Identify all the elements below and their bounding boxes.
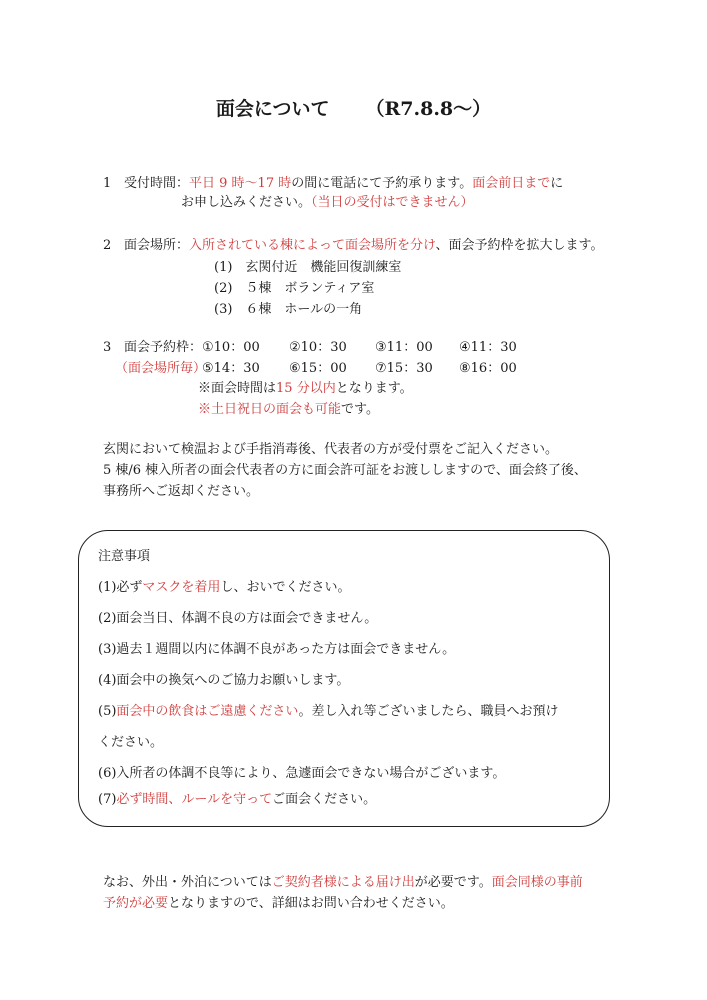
footer-line-2 [103, 896, 454, 912]
section-1-label: 受付時間： [124, 176, 190, 191]
paragraph-line-3: 事務所へご返却ください。 [103, 484, 260, 499]
notice-item-5-b: 面会中の飲食はご遠慮ください [116, 704, 299, 719]
notice-item-1 [98, 580, 350, 596]
notice-item-6: (6)入所者の体調不良等により、急遽面会できない場合がございます。 [98, 766, 506, 781]
note-2-b: です。 [341, 402, 379, 417]
place-item-1: (1) 玄関付近 機能回復訓練室 [214, 260, 402, 275]
section-1-deadline: 面会前日まで [472, 176, 551, 191]
section-1-mid: の間に電話にて予約承ります。 [291, 176, 473, 191]
notice-item-2: (2)面会当日、体調不良の方は面会できません。 [98, 611, 378, 626]
section-2-highlight: 入所されている棟によって面会場所を分け [189, 238, 436, 253]
slot-6: ⑥15：00 [289, 361, 347, 376]
notice-item-3: (3)過去１週間以内に体調不良があった方は面会できません。 [98, 642, 456, 657]
title-date: （R7.8.8～） [365, 98, 492, 120]
title-text: 面会について [215, 98, 330, 120]
notice-item-4: (4)面会中の換気へのご協力お願いします。 [98, 673, 350, 688]
slot-5: ⑤14：30 [202, 361, 260, 376]
footer-2-b: となりますので、詳細はお問い合わせください。 [168, 896, 454, 911]
section-1-hours: 平日 9 時～17 時 [189, 176, 292, 191]
notice-item-7-a: (7) [98, 792, 117, 807]
notice-item-1-c: し、おいでください。 [220, 580, 351, 595]
notice-item-5 [98, 704, 558, 720]
notice-item-1-a: (1)必ず [98, 580, 143, 595]
section-3-label: 面会予約枠： [124, 340, 203, 355]
footer-1-c: が必要です。 [414, 875, 492, 890]
page-title [0, 98, 707, 121]
notice-item-1-b: マスクを着用 [142, 580, 221, 595]
notice-item-7-c: ご面会ください。 [272, 792, 377, 807]
slot-3: ③11：00 [375, 340, 433, 355]
section-3-note-2 [198, 402, 379, 418]
paragraph-line-1: 玄関において検温および手指消毒後、代表者の方が受付票をご記入ください。 [103, 442, 559, 457]
place-item-3: (3) ６棟 ホールの一角 [214, 302, 363, 317]
section-1-line2 [181, 195, 474, 211]
place-item-2: (2) ５棟 ボランティア室 [214, 281, 375, 296]
section-1-line2-text: お申し込みください。 [181, 195, 312, 210]
slot-2: ②10：30 [289, 340, 347, 355]
footer-1-d: 面会同様の事前 [491, 875, 583, 890]
notice-item-5-a: (5) [98, 704, 117, 719]
section-2-line1 [124, 238, 603, 254]
slot-8: ⑧16：00 [459, 361, 517, 376]
section-3-number: 3 [103, 340, 112, 355]
slot-7: ⑦15：30 [375, 361, 433, 376]
note-1-c: となります。 [335, 381, 413, 396]
notice-item-7 [98, 792, 376, 808]
section-1-line1 [124, 176, 563, 192]
note-2-a: ※土日祝日の面会も可能 [198, 402, 342, 417]
footer-line-1 [103, 875, 583, 891]
section-2-label: 面会場所： [124, 238, 190, 253]
section-1-note: （当日の受付はできません） [311, 195, 474, 210]
notice-item-5-c: 。差し入れ等ございましたら、職員へお預け [298, 704, 559, 719]
note-1-a: ※面会時間は [198, 381, 277, 396]
section-1-number: 1 [103, 176, 112, 191]
notice-item-5-cont: ください。 [98, 735, 164, 750]
section-3-sublabel: （面会場所毎） [115, 361, 207, 376]
section-2-tail: 、面会予約枠を拡大します。 [435, 238, 604, 253]
note-1-b: 15 分以内 [276, 381, 336, 396]
footer-1-b: ご契約者様による届け出 [271, 875, 415, 890]
notice-title: 注意事項 [98, 549, 151, 564]
slot-4: ④11：30 [459, 340, 517, 355]
slot-1: ①10：00 [202, 340, 260, 355]
section-3-note-1 [198, 381, 413, 397]
footer-2-a: 予約が必要 [103, 896, 169, 911]
section-1-tail: に [550, 176, 564, 191]
notice-item-7-b: 必ず時間、ルールを守って [116, 792, 273, 807]
paragraph-line-2: 5 棟/6 棟入所者の面会代表者の方に面会許可証をお渡ししますので、面会終了後、 [103, 463, 587, 478]
section-2-number: 2 [103, 238, 112, 253]
footer-1-a: なお、外出・外泊については [103, 875, 272, 890]
